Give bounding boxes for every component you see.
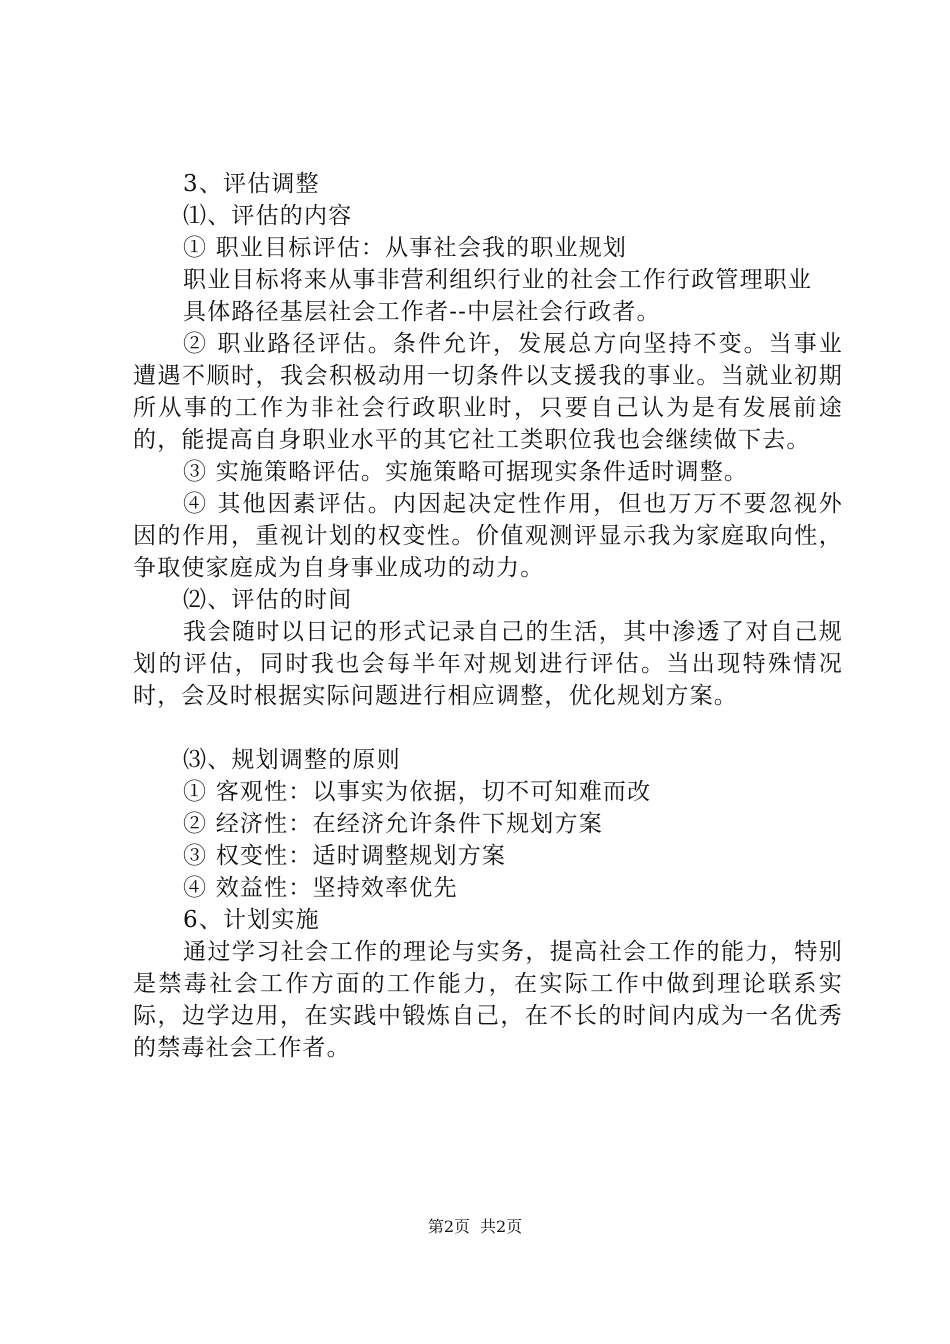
paragraph-path-evaluation: ② 职业路径评估。条件允许，发展总方向坚持不变。当事业遭遇不顺时，我会积极动用一切条件以支援我的事业。当就业初期所从事的工作为非社会行政职业时，只要自己认为是有发展前途的，能提高自身职业水平的其它社工类职位我也会继续做下去。 [133, 331, 843, 453]
principle-flexibility: ③ 权变性：适时调整规划方案 [183, 843, 507, 869]
paragraph-strategy-evaluation: ③ 实施策略评估。实施策略可据现实条件适时调整。 [183, 459, 749, 485]
paragraph-goal-evaluation: ① 职业目标评估：从事社会我的职业规划 [183, 235, 628, 261]
paragraph-career-path: 具体路径基层社会工作者--中层社会行政者。 [183, 299, 661, 325]
subsection-heading-principles: ⑶、规划调整的原则 [183, 747, 401, 773]
paragraph-implementation: 通过学习社会工作的理论与实务，提高社会工作的能力，特别是禁毒社会工作方面的工作能力，在实际工作中做到理论联系实际，边学边用，在实践中锻炼自己，在不长的时间内成为一名优秀的禁毒社会工作者。 [133, 939, 843, 1061]
paragraph-evaluation-time: 我会随时以日记的形式记录自己的生活，其中渗透了对自己规划的评估，同时我也会每半年对规划进行评估。当出现特殊情况时，会及时根据实际问题进行相应调整，优化规划方案。 [133, 619, 843, 709]
page-number: 第2页 [427, 1217, 470, 1236]
principle-economy: ② 经济性：在经济允许条件下规划方案 [183, 811, 603, 837]
subsection-heading-time: ⑵、评估的时间 [183, 587, 353, 613]
principle-efficiency: ④ 效益性：坚持效率优先 [183, 875, 458, 901]
paragraph-career-goal: 职业目标将来从事非营利组织行业的社会工作行政管理职业 [183, 267, 813, 293]
subsection-heading-content: ⑴、评估的内容 [183, 203, 353, 229]
section-heading-evaluation: 3、评估调整 [183, 171, 320, 197]
paragraph-other-factors: ④ 其他因素评估。内因起决定性作用，但也万万不要忽视外因的作用，重视计划的权变性。价值观测评显示我为家庭取向性，争取使家庭成为自身事业成功的动力。 [133, 491, 843, 581]
page-total: 共2页 [480, 1217, 523, 1236]
document-body [133, 168, 843, 1064]
principle-objectivity: ① 客观性：以事实为依据，切不可知难而改 [183, 779, 652, 805]
page-footer [0, 1216, 950, 1238]
section-heading-implementation: 6、计划实施 [183, 907, 320, 933]
